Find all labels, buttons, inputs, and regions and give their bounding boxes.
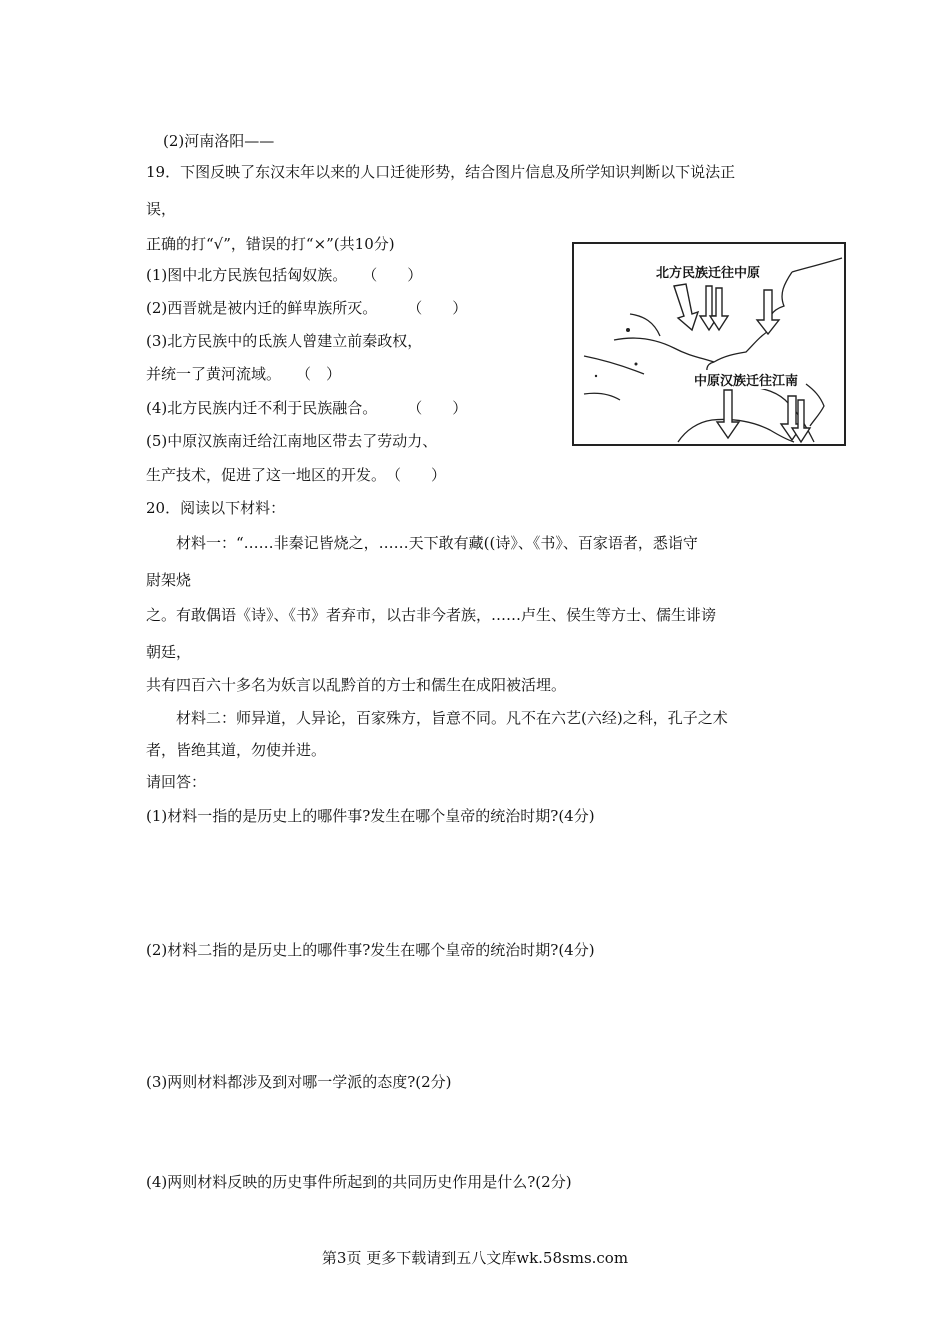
- migration-map: [572, 242, 846, 446]
- sub-question-2: (2)材料二指的是历史上的哪件事?发生在哪个皇帝的统治时期?(4分): [146, 941, 595, 959]
- sub-question-3: (3)两则材料都涉及到对哪一学派的态度?(2分): [146, 1073, 452, 1091]
- page-footer: 第3页 更多下载请到五八文库wk.58sms.com: [321, 1249, 629, 1267]
- answer-line-luoyang: (2)河南洛阳——: [163, 132, 275, 150]
- material-2-cont: 者，皆绝其道，勿使并进。: [146, 741, 327, 759]
- material-1-cont-2: 之。有敢偶语《诗》、《书》者弃市，以古非今者族，……卢生、侯生等方士、儒生诽谤: [146, 606, 717, 624]
- statement-5: (5)中原汉族南迁给江南地区带去了劳动力、: [146, 432, 438, 450]
- please-answer: 请回答：: [146, 773, 207, 791]
- statement-1: (1)图中北方民族包括匈奴族。 （ ）: [146, 266, 423, 284]
- sub-question-4: (4)两则材料反映的历史事件所起到的共同历史作用是什么?(2分): [146, 1173, 572, 1191]
- material-2: 材料二：师异道，人异论，百家殊方，旨意不同。凡不在六艺(六经)之科，孔子之术: [146, 709, 728, 727]
- statement-5-cont: 生产技术，促进了这一地区的开发。 （ ）: [146, 466, 447, 484]
- statement-3-cont: 并统一了黄河流域。 （ ）: [146, 365, 342, 383]
- question-19-stem: 19．下图反映了东汉末年以来的人口迁徙形势，结合图片信息及所学知识判断以下说法正: [146, 163, 736, 181]
- material-1-cont-4: 共有四百六十多名为妖言以乱黔首的方士和儒生在成阳被活埋。: [146, 676, 567, 694]
- question-19-instruction: 正确的打“√”，错误的打“×”(共10分): [146, 235, 395, 253]
- material-1-cont-1: 尉架烧: [146, 571, 192, 589]
- material-1: 材料一：“……非秦记皆烧之，……天下敢有藏((诗》、《书》、百家语者，悉诣守: [146, 534, 698, 552]
- statement-4: (4)北方民族内迁不利于民族融合。 （ ）: [146, 399, 468, 417]
- question-20-stem: 20．阅读以下材料：: [146, 499, 286, 517]
- material-1-cont-3: 朝廷，: [146, 643, 192, 661]
- question-19-stem-cont: 误，: [146, 200, 177, 218]
- map-label-north: 北方民族迁往中原: [656, 262, 760, 281]
- sub-question-1: (1)材料一指的是历史上的哪件事?发生在哪个皇帝的统治时期?(4分): [146, 807, 595, 825]
- map-label-south: 中原汉族迁往江南: [694, 370, 798, 389]
- statement-3: (3)北方民族中的氐族人曾建立前秦政权，: [146, 332, 423, 350]
- statement-2: (2)西晋就是被内迁的鲜卑族所灭。 （ ）: [146, 299, 468, 317]
